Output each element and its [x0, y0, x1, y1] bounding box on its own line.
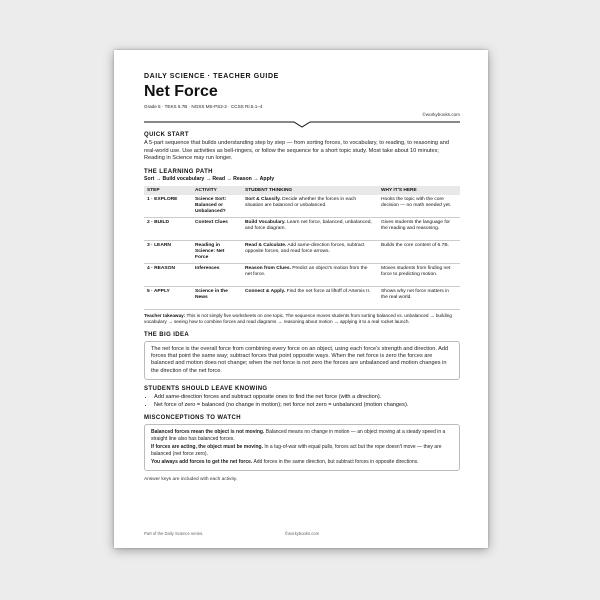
takeaway-text: This is not simply five worksheets on one topic. The sequence moves students from sorting balanced vs. unbalanced → building vocabulary → seeing how to combine forces and read diagrams → reasoning about motion → applying it to a real rocket launch.: [144, 312, 452, 325]
misconception-item: [151, 459, 453, 466]
row-thinking: [242, 263, 378, 286]
learning-path-table: [144, 186, 460, 310]
row-why: Shows why net force matters in the real world.: [378, 286, 460, 309]
learning-path-heading: THE LEARNING PATH: [144, 168, 213, 175]
teacher-takeaway: [144, 313, 460, 326]
misconception-item: [151, 444, 453, 457]
thinking-text: Decide whether the forces in each situation are balanced or unbalanced.: [245, 196, 357, 208]
row-activity: Reading in Science: Net Force: [192, 240, 242, 263]
page-footer: [144, 531, 460, 536]
misconception-title: Balanced forces mean the object is not moving.: [151, 429, 265, 436]
guide-eyebrow: DAILY SCIENCE · TEACHER GUIDE: [144, 73, 279, 80]
takeaway-label: Teacher takeaway:: [144, 312, 186, 318]
row-activity: Science in the News: [192, 286, 242, 309]
thinking-lead: Sort & Classify.: [245, 196, 281, 202]
thinking-text: Find the net force at liftoff of Artemis II.: [285, 288, 371, 294]
row-step: 3 · LEARN: [144, 240, 192, 263]
col-step: STEP: [144, 186, 192, 195]
table-row: [144, 240, 460, 263]
thinking-text: Learn net force, balanced, unbalanced, and force diagram.: [245, 219, 372, 231]
standards-meta: Grade 5 · TEKS 6.7B · NGSS MS-PS2-2 · CCSS RI.5.1–4: [144, 104, 263, 109]
row-step: 5 · APPLY: [144, 286, 192, 309]
row-step: 4 · REASON: [144, 263, 192, 286]
row-thinking: [242, 240, 378, 263]
row-activity: Context Clues: [192, 217, 242, 240]
row-why: Gives students the language for the reading and reasoning.: [378, 217, 460, 240]
row-step: 2 · BUILD: [144, 217, 192, 240]
knowing-heading: STUDENTS SHOULD LEAVE KNOWING: [144, 386, 268, 393]
misconception-title: If forces are acting, the object must be moving.: [151, 444, 263, 451]
misconceptions-heading: MISCONCEPTIONS TO WATCH: [144, 415, 241, 422]
row-why: Builds the core content of 6.7B.: [378, 240, 460, 263]
big-idea-heading: THE BIG IDEA: [144, 331, 190, 338]
list-item: • Add same-direction forces and subtract opposite ones to find the net force (with a direction).: [154, 394, 460, 401]
site-credit: ©workybooks.com: [422, 112, 460, 117]
quick-start-heading: QUICK START: [144, 132, 189, 138]
thinking-lead: Connect & Apply.: [245, 288, 286, 294]
thinking-text: Add same-direction forces, subtract opposite forces, and read force arrows.: [245, 242, 365, 254]
misconception-title: You always add forces to get the net force.: [151, 459, 253, 466]
thinking-text: Predict an object's motion from the net force.: [245, 265, 368, 277]
thinking-lead: Read & Calculate.: [245, 242, 287, 248]
learning-path-sequence: Sort → Build vocabulary → Read → Reason → Apply: [144, 175, 275, 182]
col-activity: ACTIVITY: [192, 186, 242, 195]
table-header-row: [144, 186, 460, 195]
col-why: WHY IT'S HERE: [378, 186, 460, 195]
row-activity: Inferences: [192, 263, 242, 286]
row-thinking: [242, 217, 378, 240]
row-thinking: [242, 195, 378, 218]
knowing-list: [144, 394, 460, 409]
row-activity: Science Sort: Balanced or Unbalanced?: [192, 195, 242, 218]
misconception-item: [151, 429, 453, 442]
misconception-text: Add forces in the same direction, but subtract forces in opposite directions.: [252, 459, 419, 466]
misconception-text: In a tug-of-war with equal pulls, forces act but the rope doesn't move — they are balanced (net force zero).: [151, 444, 442, 457]
table-row: [144, 263, 460, 286]
thinking-lead: Reason from Clues.: [245, 265, 291, 271]
col-thinking: STUDENT THINKING: [242, 186, 378, 195]
footer-series: Part of the Daily Science series.: [144, 531, 204, 536]
table-row: [144, 286, 460, 309]
table-row: [144, 217, 460, 240]
quick-start-text: A 5-part sequence that builds understanding step by step — from sorting forces, to vocabulary, to reading, to reasoning and real-world use. Use activities as bell-ringers, or follow the sequence for a short topic study. Most take about 10 minutes; Reading in Science may run longer.: [144, 140, 449, 162]
answer-key-note: Answer keys are included with each activity.: [144, 477, 238, 482]
table-row: [144, 195, 460, 218]
footer-site: ©workybooks.com: [284, 531, 320, 536]
page-title: Net Force: [144, 83, 218, 100]
misconception-text: Balanced means no change in motion — an object moving at a steady speed in a straight line also has balanced forces.: [151, 429, 446, 442]
row-step: 1 · EXPLORE: [144, 195, 192, 218]
row-why: Hooks the topic with the core decision — no math needed yet.: [378, 195, 460, 218]
thinking-lead: Build Vocabulary.: [245, 219, 286, 225]
big-idea-box: The net force is the overall force from combining every force on an object, using each force's strength and direction. Add forces that point the same way; subtract forces that point opposite ways. When the net force is zero the forces are balanced and motion does not change; when the net force is not zero the forces are unbalanced and motion changes in the direction of the net force.: [144, 341, 460, 381]
row-why: Moves students from finding net force to predicting motion.: [378, 263, 460, 286]
row-thinking: [242, 286, 378, 309]
content-column: [144, 126, 460, 482]
misconceptions-box: [144, 424, 460, 471]
list-item: • Net force of zero = balanced (no change in motion); net force not zero = unbalanced (motion changes).: [154, 402, 460, 409]
